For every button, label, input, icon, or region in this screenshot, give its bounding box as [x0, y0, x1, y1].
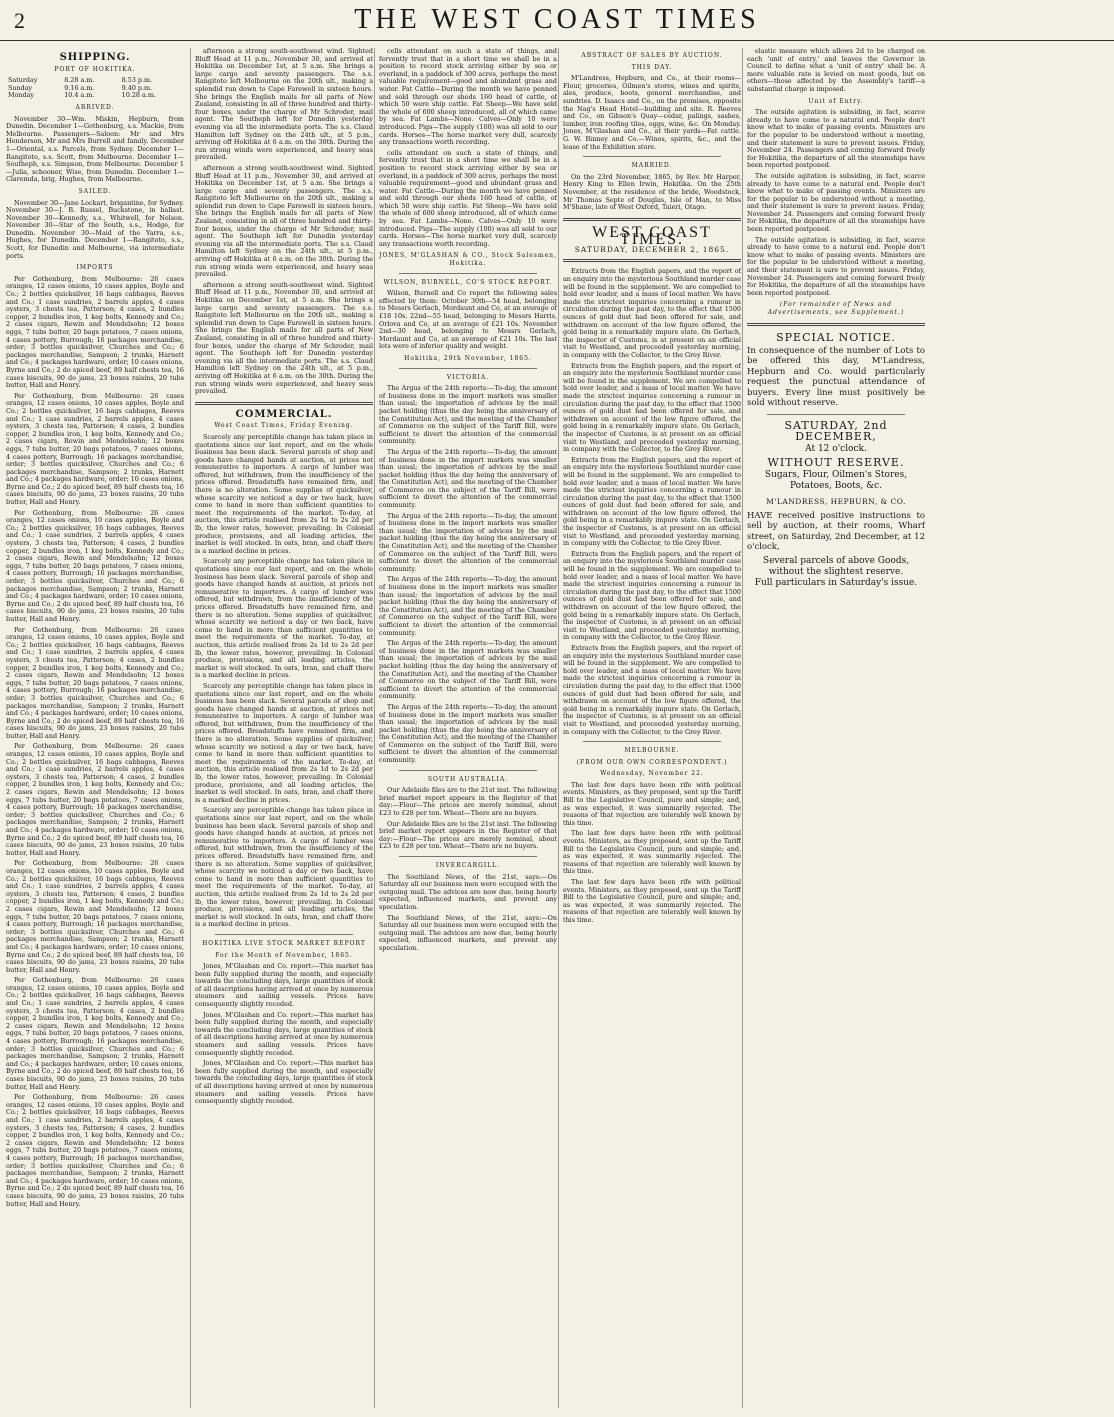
- melbourne-text: The last few days have been rife with political events. Ministers, as they proposed, sent up the Tariff Bill to the Legislative Council, pure and simple; and, as was expected, it was summarily rejected. The reasons of that rejection are tolerably well known by this time.: [563, 780, 741, 827]
- auctioneer-name: M'LANDRESS, HEPBURN, & CO.: [766, 496, 906, 506]
- south-australia-heading: SOUTH AUSTRALIA.: [427, 775, 509, 783]
- column-commercial: [190, 48, 373, 1408]
- sale-date: SATURDAY, 2nd DECEMBER,: [784, 418, 888, 443]
- column-editorial: [558, 48, 741, 1408]
- supplement-note: (For remainder of News and Advertisements, see Supplement.): [767, 301, 905, 316]
- commercial-text: Scarcely any perceptible change has taken place in quotations since our last report, and on the whole business has been slack. Several parcels of shop and goods have changed hands at auction, at prices not remunerative to importers. A cargo of lumber was offered, but withdrawn, from the insufficiency of the prices offered. Breadstuffs have remained firm, and there is no alteration. Some supplies of quicksilver, whose scarcity we noticed a day or two back, have come to hand in more than sufficient quantities to meet the requirements of the market. To-day, at auction, this article realised from 2s 1d to 2s 2d per lb, the lower rates, however, prevailing. In Colonial produce, provisions, and all leading articles, the market is well stocked. In oats, bran, and chaff there is a marked decline in prices.: [195, 806, 373, 929]
- editorial-text: Extracts from the English papers, and the report of an enquiry into the mysterious Southland murder case will be found in the supplement. We are compelled to hold over leader, and a mass of local matter. We have made the strictest inquiries concerning a rumour in circulation during the past day, to the effect that 1500 ounces of gold dust had been offered for sale, and withdrawn on account of the low figure offered, the gold being in a remarkably impure state. On Gerlach, the inspector of Customs, is at present on an official visit to Westland, and proceeded yesterday morning, in company with the Collector, to the Grey River.: [563, 643, 741, 736]
- stock-continued: cells attendant on such a state of things, and fervently trust that in a short time we shall be in a position to record stock arriving either by sea or overland, in a paddock of 300 acres, perhaps the most valuable requirement—good and abundant grass and water. Fat Cattle—During the month we have penned and sold through our sheds 160 head of cattle, of which 50 were ship cattle. Fat Sheep—We have sold the whole of 600 sheep introduced, all of which came by sea. Fat Lambs—None. Calves—Only 10 were introduced. Pigs—The supply (100) was all sold to our cards. Horses—The horse market very dull, scarcely any transactions worth recording.: [379, 148, 557, 248]
- invercargill-heading: INVERCARGILL.: [435, 862, 501, 869]
- tariff-text: elastic measure which allows 2d to be charged on each 'unit of entry,' and leaves the Governor in Council to define what a 'unit of entry' shall be. A more valuable rate is levied on most goods, but on others—those affected by the Assembly's tariff—a substantial charge is imposed.: [747, 48, 925, 93]
- south-australia-text: Our Adelaide files are to the 21st inst. The following brief market report appears in the Register of that day:—Flour—The prices are merely nominal, about £23 to £28 per ton. Wheat—There are no buyers.: [379, 819, 557, 851]
- commercial-heading: COMMERCIAL.: [235, 408, 333, 420]
- sale-time: At 12 o'clock.: [805, 443, 867, 454]
- column-tariff-notices: [742, 48, 925, 1408]
- imports-text: Per Gothenburg, from Melbourne: 26 cases oranges, 12 cases onions, 10 cases apples, Boyle and Co.; 2 bottles quicksilver, 16 bags cabbages, Reeves and Co.; 1 case sundries, 2 barrels apples, 4 cases oysters, 3 chests tea, Patterson; 4 cases, 2 bundles copper, 2 bundles iron, 1 keg bolts, Kennedy and Co.; 2 cases cigars, Rewin and Mendelsohn; 12 boxes eggs, 7 tubs butter, 20 bags potatoes, 7 cases onions, 4 cases pottery, Burrough; 16 packages merchandise, order; 3 bottles quicksilver, Churches and Co.; 6 packages merchandise, Sampson; 2 trunks, Harnett and Co.; 4 packages hardware, order; 10 cases onions, Byrne and Co.; 2 do spiced beef, 89 half chests tea, 16 cases biscuits, 90 do jams, 23 boxes raisins, 20 tubs butter, Hall and Henry.: [6, 859, 184, 974]
- invercargill-text: The Southland News, of the 21st, says:—On Saturday all our business men were occupied with the outgoing mail. The advices are now due, being hourly expected, influenced markets, and prevent any speculation.: [379, 872, 557, 911]
- victoria-text: The Argus of the 24th reports:—To-day, the amount of business done in the import markets was smaller than usual; the importation of advices by the mail packet holding (thus the day being the anniversary of the Constitution Act), and the meeting of the Chamber of Commerce on the subject of the Tariff Bill, were sufficient to divert the attention of the commercial community.: [379, 384, 557, 446]
- imports-text: Per Gothenburg, from Melbourne: 26 cases oranges, 12 cases onions, 10 cases apples, Boyle and Co.; 2 bottles quicksilver, 16 bags cabbages, Reeves and Co.; 1 case sundries, 2 barrels apples, 4 cases oysters, 3 chests tea, Patterson; 4 cases, 2 bundles copper, 2 bundles iron, 1 keg bolts, Kennedy and Co.; 2 cases cigars, Rewin and Mendelsohn; 12 boxes eggs, 7 tubs butter, 20 bags potatoes, 7 cases onions, 4 cases pottery, Burrough; 16 packages merchandise, order; 3 bottles quicksilver, Churches and Co.; 6 packages merchandise, Sampson; 2 trunks, Harnett and Co.; 4 packages hardware, order; 10 cases onions, Byrne and Co.; 2 do spiced beef, 89 half chests tea, 16 cases biscuits, 90 do jams, 23 boxes raisins, 20 tubs butter, Hall and Henry.: [6, 391, 184, 507]
- sailed-text: November 30—Jane Lockart, brigantine, for Sydney. November 30—J. B. Russel, Buckstone, in ballast. November 30—Kennedy, s.s., Whitwell, for Nelson. November 30—Star of the South, s.s., Hodge, for Dunedin. November 30—Maid of the Yarra, s.s., Hughes, for Dunedin. December 1—Rangitoto, s.s., Scott, for Dunedin and Melbourne, via intermediate ports.: [6, 198, 184, 260]
- page-number: 2: [14, 8, 25, 33]
- abstract-heading: ABSTRACT OF SALES BY AUCTION.: [581, 52, 723, 59]
- wilson-text: Wilson, Burnell and Co report the following sales effected by them: October 30th—54 head, belonging to Messrs Gerlach, Mordaunt and Co, at an average of £18 10s. 22nd—55 head, belonging to Messrs Harris, Orlova and Co, at an average of £21 10s. November 2nd—30 head, belonging to Messrs Gerlach, Mordaunt and Co, at an average of £21 10s. The last lots were of inferior quality and weight.: [379, 289, 557, 351]
- tide-row: Sunday 9.16 a.m. 9.40 p.m.: [8, 83, 153, 92]
- editorial-text: Extracts from the English papers, and the report of an enquiry into the mysterious Southland murder case will be found in the supplement. We are compelled to hold over leader, and a mass of local matter. We have made the strictest inquiries concerning a rumour in circulation during the past day, to the effect that 1500 ounces of gold dust had been offered for sale, and withdrawn on account of the low figure offered, the gold being in a remarkably impure state. On Gerlach, the inspector of Customs, is at present on an official visit to Westland, and proceeded yesterday morning, in company with the Collector, to the Grey River.: [563, 455, 741, 548]
- victoria-text: The Argus of the 24th reports:—To-day, the amount of business done in the import markets was smaller than usual; the importation of advices by the mail packet holding (thus the day being the anniversary of the Constitution Act), and the meeting of the Chamber of Commerce on the subject of the Tariff Bill, were sufficient to divert the attention of the commercial community.: [379, 511, 557, 573]
- tariff-end-text: The outside agitation is subsiding, in fact, scarce already to have come to a natural end. People don't know what to make of passing events. Ministers are for the popular to be understood without a meeting, and their statement is sure to prevent issues. Friday, November 24. Passengers and coming forward freely for Hokitika, the departure of all the steamships have been reported postponed.: [747, 171, 925, 234]
- abstract-text: M'Landress, Hepburn, and Co., at their rooms—Flour, groceries, Oilmen's stores, wines and spirits, ales, produce, boots, general merchandise, and sundries. D. Isaacs and Co., on the premises, opposite the Nag's Head Hotel—building and site. R. Reeves and Co., on Gibson's Quay—cedar, palings, sashes, lumber, iron roofing tiles, eggs, wine, &c. On Monday. Jones, M'Glashan and Co., at their yards—Fat cattle. G. W. Binney and Co.—Wines, spirits, &c., and the lease of the Exhibition store.: [563, 74, 741, 151]
- married-heading: MARRIED.: [631, 162, 673, 170]
- arrived-heading: ARRIVED.: [75, 103, 115, 111]
- tariff-end-text: The outside agitation is subsiding, in fact, scarce already to have come to a natural end. People don't know what to make of passing events. Ministers are for the popular to be understood without a meeting, and their statement is sure to prevent issues. Friday, November 24. Passengers and coming forward freely for Hokitika, the departure of all the steamships have been reported postponed.: [747, 235, 925, 297]
- arrived-text: November 30—Wm. Miskin, Hepburn, from Dunedin. December 1—Gothenburg, s.s. Mackie, from Melbourne. Passengers—Saloon: Mr and Mrs Henderson, Mr and Mrs Burrell and family. December 1—Oriental, s.s. Parcels, from Sydney. December 1—Rangitoto, s.s. Scott, from Melbourne. December 1—Southeph, s.s. Simpson, from Melbourne. December 1—Julia, schooner, Wise, from Dunedin. December 1—Claremda, brig, Hughes, from Melbourne.: [6, 114, 184, 184]
- livestock-text: Jones, M'Glashan and Co. report:—This market has been fully supplied during the month, and especially towards the concluding days, large quantities of stock of all descriptions having arrived at once by numerous steamers and sailing vessels. Prices have consequently slightly receded.: [195, 962, 373, 1009]
- shipping-continued: afternoon a strong south-southwest wind. Sighted Bluff Head at 11 p.m., November 30, and arrived at Hokitika on December 1st, at 5 a.m. She brings a large cargo and seventy passengers. The s.s. Rangitoto left Melbourne on the 20th ult., making a splendid run down to Cape Farewell in sixteen hours. She brings the English mails for all parts of New Zealand, consisting in all of three hundred and thirty-four boxes, under the charge of Mr Schroder, mail agent. The Southeph left for Dunedin yesterday evening via all the intermediate ports. The s.s. Claud Hamilton left Sydney on the 24th ult., at 5 p.m., arriving off Hokitika at 6 a.m. on the 30th. During the run strong winds were experienced, and heavy seas prevailed.: [195, 48, 373, 162]
- abstract-subheading: THIS DAY.: [631, 63, 673, 71]
- parcels-text: Several parcels of above Goods, without the slightest reserve.: [762, 555, 910, 577]
- special-notice-heading: SPECIAL NOTICE.: [776, 330, 896, 344]
- livestock-text: Jones, M'Glashan and Co. report:—This market has been fully supplied during the month, and especially towards the concluding days, large quantities of stock of all descriptions having arrived at once by numerous steamers and sailing vessels. Prices have consequently slightly receded.: [195, 1059, 373, 1106]
- melbourne-text: The last few days have been rife with political events. Ministers, as they proposed, sent up the Tariff Bill to the Legislative Council, pure and simple; and, as was expected, it was summarily rejected. The reasons of that rejection are tolerably well known by this time.: [563, 878, 741, 924]
- tide-table: [6, 77, 184, 100]
- editorial-text: Extracts from the English papers, and the report of an enquiry into the mysterious Southland murder case will be found in the supplement. We are compelled to hold over leader, and a mass of local matter. We have made the strictest inquiries concerning a rumour in circulation during the past day, to the effect that 1500 ounces of gold dust had been offered for sale, and withdrawn on account of the low figure offered, the gold being in a remarkably impure state. On Gerlach, the inspector of Customs, is at present on an official visit to Westland, and proceeded yesterday morning, in company with the Collector, to the Grey River.: [563, 549, 741, 642]
- livestock-heading: HOKITIKA LIVE STOCK MARKET REPORT: [202, 939, 366, 947]
- livestock-text: Jones, M'Glashan and Co. report:—This market has been fully supplied during the month, and especially towards the concluding days, large quantities of stock of all descriptions having arrived at once by numerous steamers and sailing vessels. Prices have consequently slightly receded.: [195, 1010, 373, 1057]
- without-reserve: WITHOUT RESERVE.: [767, 455, 905, 469]
- imports-text: Per Gothenburg, from Melbourne: 26 cases oranges, 12 cases onions, 10 cases apples, Boyle and Co.; 2 bottles quicksilver, 16 bags cabbages, Reeves and Co.; 1 case sundries, 2 barrels apples, 4 cases oysters, 3 chests tea, Patterson; 4 cases, 2 bundles copper, 2 bundles iron, 1 keg bolts, Kennedy and Co.; 2 cases cigars, Rewin and Mendelsohn; 12 boxes eggs, 7 tubs butter, 20 bags potatoes, 7 cases onions, 4 cases pottery, Burrough; 16 packages merchandise, order; 3 bottles quicksilver, Churches and Co.; 6 packages merchandise, Sampson; 2 trunks, Harnett and Co.; 4 packages hardware, order; 10 cases onions, Byrne and Co.; 2 do spiced beef, 89 half chests tea, 16 cases biscuits, 90 do jams, 23 boxes raisins, 20 tubs butter, Hall and Henry.: [6, 742, 184, 857]
- victoria-text: The Argus of the 24th reports:—To-day, the amount of business done in the import markets was smaller than usual; the importation of advices by the mail packet holding (thus the day being the anniversary of the Constitution Act), and the meeting of the Chamber of Commerce on the subject of the Tariff Bill, were sufficient to divert the attention of the commercial community.: [379, 639, 557, 701]
- unit-of-entry-heading: Unit of Entry.: [808, 97, 864, 105]
- port-heading: PORT OF HOKITIKA.: [54, 65, 136, 73]
- wilson-heading: WILSON, BURNELL, CO'S STOCK REPORT.: [383, 278, 553, 286]
- imports-text: Per Gothenburg, from Melbourne: 26 cases oranges, 12 cases onions, 10 cases apples, Boyle and Co.; 2 bottles quicksilver, 16 bags cabbages, Reeves and Co.; 1 case sundries, 2 barrels apples, 4 cases oysters, 3 chests tea, Patterson; 4 cases, 2 bundles copper, 2 bundles iron, 1 keg bolts, Kennedy and Co.; 2 cases cigars, Rewin and Mendelsohn; 12 boxes eggs, 7 tubs butter, 20 bags potatoes, 7 cases onions, 4 cases pottery, Burrough; 16 packages merchandise, order; 3 bottles quicksilver, Churches and Co.; 6 packages merchandise, Sampson; 2 trunks, Harnett and Co.; 4 packages hardware, order; 10 cases onions, Byrne and Co.; 2 do spiced beef, 89 half chests tea, 16 cases biscuits, 90 do jams, 23 boxes raisins, 20 tubs butter, Hall and Henry.: [6, 508, 184, 623]
- married-text: On the 23rd November, 1865, by Rev. Mr Harper, Henry King to Ellen Irwin, Hokitika. On the 25th November, at the residence of the bride, Woodstock, Mr Thomas Septe of Douglas, Isle of Man, to Miss M'Shane, late of West Oxford, Taieri, Otago.: [563, 172, 741, 212]
- column-shipping: [6, 48, 184, 1408]
- wilson-signature: Hokitika, 29th November, 1865.: [404, 354, 532, 362]
- newspaper-title: THE WEST COAST TIMES: [354, 4, 760, 35]
- livestock-subheading: For the Month of November, 1865.: [215, 951, 353, 959]
- imports-heading: IMPORTS: [76, 264, 114, 272]
- invercargill-text: The Southland News, of the 21st, says:—On Saturday all our business men were occupied with the outgoing mail. The advices are now due, being hourly expected, influenced markets, and prevent any speculation.: [379, 913, 557, 952]
- commercial-text: Scarcely any perceptible change has taken place in quotations since our last report, and on the whole business has been slack. Several parcels of shop and goods have changed hands at auction, at prices not remunerative to importers. A cargo of lumber was offered, but withdrawn, from the insufficiency of the prices offered. Breadstuffs have remained firm, and there is no alteration. Some supplies of quicksilver, whose scarcity we noticed a day or two back, have come to hand in more than sufficient quantities to meet the requirements of the market. To-day, at auction, this article realised from 2s 1d to 2s 2d per lb, the lower rates, however, prevailing. In Colonial produce, provisions, and all leading articles, the market is well stocked. In oats, bran, and chaff there is a marked decline in prices.: [195, 681, 373, 804]
- column-stock-reports: [374, 48, 557, 1408]
- commercial-text: Scarcely any perceptible change has taken place in quotations since our last report, and on the whole business has been slack. Several parcels of shop and goods have changed hands at auction, at prices not remunerative to importers. A cargo of lumber was offered, but withdrawn, from the insufficiency of the prices offered. Breadstuffs have remained firm, and there is no alteration. Some supplies of quicksilver, whose scarcity we noticed a day or two back, have come to hand in more than sufficient quantities to meet the requirements of the market. To-day, at auction, this article realised from 2s 1d to 2s 2d per lb, the lower rates, however, prevailing. In Colonial produce, provisions, and all leading articles, the market is well stocked. In oats, bran, and chaff there is a marked decline in prices.: [195, 557, 373, 680]
- sale-goods: Sugars, Flour, Oilmen's Stores, Potatoes, Boots, &c.: [764, 469, 908, 491]
- victoria-text: The Argus of the 24th reports:—To-day, the amount of business done in the import markets was smaller than usual; the importation of advices by the mail packet holding (thus the day being the anniversary of the Constitution Act), and the meeting of the Chamber of Commerce on the subject of the Tariff Bill, were sufficient to divert the attention of the commercial community.: [379, 575, 557, 637]
- stock-signature: JONES, M'GLASHAN & CO., Stock Salesmen, Hokitika.: [379, 252, 557, 268]
- special-notice-ad: [747, 332, 925, 589]
- melbourne-heading: MELBOURNE.: [624, 747, 680, 755]
- editorial-date: SATURDAY, DECEMBER 2, 1865.: [574, 244, 730, 254]
- stock-continued: cells attendant on such a state of things, and fervently trust that in a short time we shall be in a position to record stock arriving either by sea or overland, in a paddock of 300 acres, perhaps the most valuable requirement—good and abundant grass and water. Fat Cattle—During the month we have penned and sold through our sheds 160 head of cattle, of which 50 were ship cattle. Fat Sheep—We have sold the whole of 600 sheep introduced, all of which came by sea. Fat Lambs—None. Calves—Only 10 were introduced. Pigs—The supply (100) was all sold to our cards. Horses—The horse market very dull, scarcely any transactions worth recording.: [379, 48, 557, 147]
- tide-row: Monday 10.4 a.m. 10.28 a.m.: [8, 91, 156, 100]
- editorial-text: Extracts from the English papers, and the report of an enquiry into the mysterious Southland murder case will be found in the supplement. We are compelled to hold over leader, and a mass of local matter. We have made the strictest inquiries concerning a rumour in circulation during the past day, to the effect that 1500 ounces of gold dust had been offered for sale, and withdrawn on account of the low figure offered, the gold being in a remarkably impure state. On Gerlach, the inspector of Customs, is at present on an official visit to Westland, and proceeded yesterday morning, in company with the Collector, to the Grey River.: [563, 267, 741, 359]
- melbourne-date: Wednesday, November 22.: [600, 770, 704, 778]
- victoria-text: The Argus of the 24th reports:—To-day, the amount of business done in the import markets was smaller than usual; the importation of advices by the mail packet holding (thus the day being the anniversary of the Constitution Act), and the meeting of the Chamber of Commerce on the subject of the Tariff Bill, were sufficient to divert the attention of the commercial community.: [379, 447, 557, 510]
- south-australia-text: Our Adelaide files are to the 21st inst. The following brief market report appears in the Register of that day:—Flour—The prices are merely nominal, about £23 to £28 per ton. Wheat—There are no buyers.: [379, 786, 557, 818]
- melbourne-text: The last few days have been rife with political events. Ministers, as they proposed, sent up the Tariff Bill to the Legislative Council, pure and simple; and, as was expected, it was summarily rejected. The reasons of that rejection are tolerably well known by this time.: [563, 829, 741, 876]
- commercial-dateline: West Coast Times, Friday Evening.: [214, 422, 354, 430]
- special-notice-text: In consequence of the number of Lots to be offered this day, M'Landress, Hepburn and Co. would particularly request the punctual attendance of buyers. Every line must positively be sold without reserve.: [747, 345, 925, 409]
- imports-text: Per Gothenburg, from Melbourne: 26 cases oranges, 12 cases onions, 10 cases apples, Boyle and Co.; 2 bottles quicksilver, 16 bags cabbages, Reeves and Co.; 1 case sundries, 2 barrels apples, 4 cases oysters, 3 chests tea, Patterson; 4 cases, 2 bundles copper, 2 bundles iron, 1 keg bolts, Kennedy and Co.; 2 cases cigars, Rewin and Mendelsohn; 12 boxes eggs, 7 tubs butter, 20 bags potatoes, 7 cases onions, 4 cases pottery, Burrough; 16 packages merchandise, order; 3 bottles quicksilver, Churches and Co.; 6 packages merchandise, Sampson; 2 trunks, Harnett and Co.; 4 packages hardware, order; 10 cases onions, Byrne and Co.; 2 do spiced beef, 89 half chests tea, 16 cases biscuits, 90 do jams, 23 boxes raisins, 20 tubs butter, Hall and Henry.: [6, 625, 184, 740]
- melbourne-subheading: (FROM OUR OWN CORRESPONDENT.): [576, 758, 728, 766]
- editorial-masthead: WEST COAST TIMES.: [592, 223, 712, 249]
- editorial-text: Extracts from the English papers, and the report of an enquiry into the mysterious Southland murder case will be found in the supplement. We are compelled to hold over leader, and a mass of local matter. We have made the strictest inquiries concerning a rumour in circulation during the past day, to the effect that 1500 ounces of gold dust had been offered for sale, and withdrawn on account of the low figure offered, the gold being in a remarkably impure state. On Gerlach, the inspector of Customs, is at present on an official visit to Westland, and proceeded yesterday morning, in company with the Collector, to the Grey River.: [563, 361, 741, 454]
- sailed-heading: SAILED.: [78, 187, 112, 195]
- particulars-text: Full particulars in Saturday's issue.: [754, 577, 918, 588]
- imports-text: Per Gothenburg, from Melbourne: 26 cases oranges, 12 cases onions, 10 cases apples, Boyle and Co.; 2 bottles quicksilver, 16 bags cabbages, Reeves and Co.; 1 case sundries, 2 barrels apples, 4 cases oysters, 3 chests tea, Patterson; 4 cases, 2 bundles copper, 2 bundles iron, 1 keg bolts, Kennedy and Co.; 2 cases cigars, Rewin and Mendelsohn; 12 boxes eggs, 7 tubs butter, 20 bags potatoes, 7 cases onions, 4 cases pottery, Burrough; 16 packages merchandise, order; 3 bottles quicksilver, Churches and Co.; 6 packages merchandise, Sampson; 2 trunks, Harnett and Co.; 4 packages hardware, order; 10 cases onions, Byrne and Co.; 2 do spiced beef, 89 half chests tea, 16 cases biscuits, 90 do jams, 23 boxes raisins, 20 tubs butter, Hall and Henry.: [6, 976, 184, 1091]
- section-heading: SHIPPING.: [59, 52, 131, 63]
- instructions-text: HAVE received positive instructions to sell by auction, at their rooms, Wharf street, on Saturday, 2nd December, at 12 o'clock,: [747, 510, 925, 553]
- shipping-continued: afternoon a strong south-southwest wind. Sighted Bluff Head at 11 p.m., November 30, and arrived at Hokitika on December 1st, at 5 a.m. She brings a large cargo and seventy passengers. The s.s. Rangitoto left Melbourne on the 20th ult., making a splendid run down to Cape Farewell in sixteen hours. She brings the English mails for all parts of New Zealand, consisting in all of three hundred and thirty-four boxes, under the charge of Mr Schroder, mail agent. The Southeph left for Dunedin yesterday evening via all the intermediate ports. The s.s. Claud Hamilton left Sydney on the 24th ult., at 5 p.m., arriving off Hokitika at 6 a.m. on the 30th. During the run strong winds were experienced, and heavy seas prevailed.: [195, 163, 373, 279]
- masthead: [0, 0, 1114, 41]
- tariff-end-text: The outside agitation is subsiding, in fact, scarce already to have come to a natural end. People don't know what to make of passing events. Ministers are for the popular to be understood without a meeting, and their statement is sure to prevent issues. Friday, November 24. Passengers and coming forward freely for Hokitika, the departure of all the steamships have been reported postponed.: [747, 108, 925, 170]
- victoria-heading: VICTORIA.: [446, 373, 490, 381]
- tide-row: Saturday 8.28 a.m. 8.53 p.m.: [8, 76, 153, 85]
- shipping-continued: afternoon a strong south-southwest wind. Sighted Bluff Head at 11 p.m., November 30, and arrived at Hokitika on December 1st, at 5 a.m. She brings a large cargo and seventy passengers. The s.s. Rangitoto left Melbourne on the 20th ult., making a splendid run down to Cape Farewell in sixteen hours. She brings the English mails for all parts of New Zealand, consisting in all of three hundred and thirty-four boxes, under the charge of Mr Schroder, mail agent. The Southeph left for Dunedin yesterday evening via all the intermediate ports. The s.s. Claud Hamilton left Sydney on the 24th ult., at 5 p.m., arriving off Hokitika at 6 a.m. on the 30th. During the run strong winds were experienced, and heavy seas prevailed.: [195, 280, 373, 396]
- imports-text: Per Gothenburg, from Melbourne: 26 cases oranges, 12 cases onions, 10 cases apples, Boyle and Co.; 2 bottles quicksilver, 16 bags cabbages, Reeves and Co.; 1 case sundries, 2 barrels apples, 4 cases oysters, 3 chests tea, Patterson; 4 cases, 2 bundles copper, 2 bundles iron, 1 keg bolts, Kennedy and Co.; 2 cases cigars, Rewin and Mendelsohn; 12 boxes eggs, 7 tubs butter, 20 bags potatoes, 7 cases onions, 4 cases pottery, Burrough; 16 packages merchandise, order; 3 bottles quicksilver, Churches and Co.; 6 packages merchandise, Sampson; 2 trunks, Harnett and Co.; 4 packages hardware, order; 10 cases onions, Byrne and Co.; 2 do spiced beef, 89 half chests tea, 16 cases biscuits, 90 do jams, 23 boxes raisins, 20 tubs butter, Hall and Henry.: [6, 1093, 184, 1208]
- imports-text: Per Gothenburg, from Melbourne: 26 cases oranges, 12 cases onions, 10 cases apples, Boyle and Co.; 2 bottles quicksilver, 16 bags cabbages, Reeves and Co.; 1 case sundries, 2 barrels apples, 4 cases oysters, 3 chests tea, Patterson; 4 cases, 2 bundles copper, 2 bundles iron, 1 keg bolts, Kennedy and Co.; 2 cases cigars, Rewin and Mendelsohn; 12 boxes eggs, 7 tubs butter, 20 bags potatoes, 7 cases onions, 4 cases pottery, Burrough; 16 packages merchandise, order; 3 bottles quicksilver, Churches and Co.; 6 packages merchandise, Sampson; 2 trunks, Harnett and Co.; 4 packages hardware, order; 10 cases onions, Byrne and Co.; 2 do spiced beef, 89 half chests tea, 16 cases biscuits, 90 do jams, 23 boxes raisins, 20 tubs butter, Hall and Henry.: [6, 274, 184, 390]
- commercial-text: Scarcely any perceptible change has taken place in quotations since our last report, and on the whole business has been slack. Several parcels of shop and goods have changed hands at auction, at prices not remunerative to importers. A cargo of lumber was offered, but withdrawn, from the insufficiency of the prices offered. Breadstuffs have remained firm, and there is no alteration. Some supplies of quicksilver, whose scarcity we noticed a day or two back, have come to hand in more than sufficient quantities to meet the requirements of the market. To-day, at auction, this article realised from 2s 1d to 2s 2d per lb, the lower rates, however, prevailing. In Colonial produce, provisions, and all leading articles, the market is well stocked. In oats, bran, and chaff there is a marked decline in prices.: [195, 432, 373, 555]
- victoria-text: The Argus of the 24th reports:—To-day, the amount of business done in the import markets was smaller than usual; the importation of advices by the mail packet holding (thus the day being the anniversary of the Constitution Act), and the meeting of the Chamber of Commerce on the subject of the Tariff Bill, were sufficient to divert the attention of the commercial community.: [379, 702, 557, 765]
